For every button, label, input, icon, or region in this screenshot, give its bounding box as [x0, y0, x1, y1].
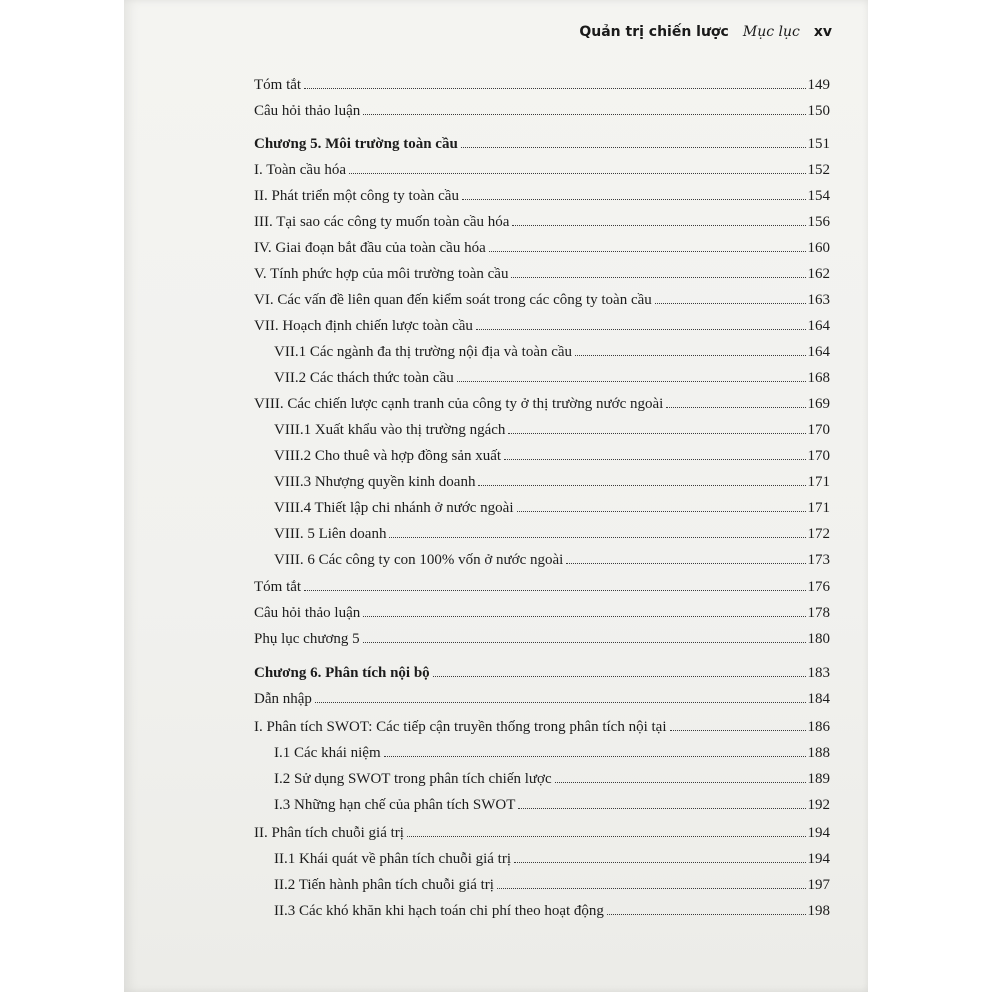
dot-leader: [666, 407, 805, 408]
toc-entry-title: I. Toàn cầu hóa: [254, 162, 346, 178]
dot-leader: [607, 914, 806, 915]
toc-entry: [254, 157, 830, 179]
toc-entry: [254, 574, 830, 596]
toc-entry-page: 149: [807, 77, 830, 93]
toc-entry: [274, 365, 830, 387]
dot-leader: [478, 485, 805, 486]
toc-entry-page: 151: [807, 136, 830, 152]
toc-entry-title: VIII.1 Xuất khẩu vào thị trường ngách: [274, 422, 506, 438]
toc-entry: [274, 521, 830, 543]
toc-entry-title: Tóm tắt: [254, 77, 302, 93]
toc-entry-page: 168: [807, 370, 830, 386]
dot-leader: [489, 251, 806, 252]
dot-leader: [670, 730, 806, 731]
toc-entry-title: I.1 Các khái niệm: [274, 745, 381, 761]
toc-entry-page: 164: [807, 344, 830, 360]
dot-leader: [461, 147, 806, 148]
toc-entry: [274, 846, 830, 868]
dot-leader: [655, 303, 806, 304]
toc-entry: [274, 443, 830, 465]
dot-leader: [504, 459, 805, 460]
toc-entry: [254, 820, 830, 842]
dot-leader: [304, 88, 805, 89]
toc-entry: [254, 235, 830, 257]
toc-entry-page: 194: [807, 851, 830, 867]
dot-leader: [462, 199, 806, 200]
toc-entry-page: 198: [807, 903, 830, 919]
dot-leader: [363, 616, 805, 617]
toc-entry-title: Chương 6. Phân tích nội bộ: [254, 665, 430, 681]
toc-entry-page: 171: [807, 474, 830, 490]
toc-entry-page: 176: [807, 579, 830, 595]
dot-leader: [315, 702, 806, 703]
toc-entry-page: 169: [807, 396, 830, 412]
toc-entry: [274, 740, 830, 762]
toc-entry: [254, 183, 830, 205]
toc-entry: [274, 766, 830, 788]
toc-entry-title: VI. Các vấn đề liên quan đến kiểm soát trong các công ty toàn cầu: [254, 292, 652, 308]
toc-entry: [274, 417, 830, 439]
toc-entry-page: 156: [807, 214, 830, 230]
dot-leader: [517, 511, 806, 512]
toc-entry: [254, 626, 830, 648]
dot-leader: [514, 862, 805, 863]
toc-entry-title: I. Phân tích SWOT: Các tiếp cận truyền thống trong phân tích nội tại: [254, 719, 667, 735]
toc-entry-page: 180: [807, 631, 830, 647]
toc-entry: [254, 686, 830, 708]
toc-entry: [274, 872, 830, 894]
toc-entry-page: 170: [807, 448, 830, 464]
toc-entry-page: 160: [807, 240, 830, 256]
toc-entry-title: Chương 5. Môi trường toàn cầu: [254, 136, 458, 152]
toc-entry: [274, 547, 830, 569]
toc-entry-page: 152: [807, 162, 830, 178]
dot-leader: [407, 836, 806, 837]
toc-entry-page: 197: [807, 877, 830, 893]
toc-entry-page: 194: [807, 825, 830, 841]
dot-leader: [304, 590, 805, 591]
dot-leader: [384, 756, 806, 757]
book-page: [124, 0, 868, 992]
toc-entry-page: 162: [807, 266, 830, 282]
toc-entry-page: 184: [807, 691, 830, 707]
toc-entry: [254, 261, 830, 283]
toc-entry-title: IV. Giai đoạn bắt đầu của toàn cầu hóa: [254, 240, 486, 256]
dot-leader: [575, 355, 805, 356]
running-header: [579, 24, 832, 40]
toc-entry: [274, 898, 830, 920]
toc-chapter-heading: [254, 660, 830, 682]
dot-leader: [363, 114, 805, 115]
toc-entry-title: Phụ lục chương 5: [254, 631, 360, 647]
page-number: xv: [813, 24, 832, 40]
toc-entry-title: VII.1 Các ngành đa thị trường nội địa và toàn cầu: [274, 344, 573, 360]
toc-entry-page: 172: [807, 526, 830, 542]
toc-entry: [254, 209, 830, 231]
toc-entry-title: VIII. Các chiến lược cạnh tranh của công ty ở thị trường nước ngoài: [254, 396, 664, 412]
toc-entry-title: VIII.3 Nhượng quyền kinh doanh: [274, 474, 476, 490]
dot-leader: [349, 173, 806, 174]
toc-entry-title: VIII. 5 Liên doanh: [274, 526, 387, 542]
toc-entry-title: VII. Hoạch định chiến lược toàn cầu: [254, 318, 473, 334]
toc-entry: [254, 714, 830, 736]
toc-entry-page: 178: [807, 605, 830, 621]
toc-entry-title: I.3 Những hạn chế của phân tích SWOT: [274, 797, 516, 813]
toc-entry: [254, 72, 830, 94]
toc-entry-page: 186: [807, 719, 830, 735]
toc-entry-title: II.2 Tiến hành phân tích chuỗi giá trị: [274, 877, 494, 893]
toc-entry: [254, 287, 830, 309]
toc-entry-title: VIII.2 Cho thuê và hợp đồng sản xuất: [274, 448, 502, 464]
dot-leader: [518, 808, 805, 809]
book-title: Quản trị chiến lược: [579, 24, 729, 40]
toc-entry-page: 154: [807, 188, 830, 204]
dot-leader: [511, 277, 805, 278]
toc-entry-title: Câu hỏi thảo luận: [254, 103, 361, 119]
toc-entry-title: I.2 Sử dụng SWOT trong phân tích chiến lược: [274, 771, 552, 787]
dot-leader: [433, 676, 806, 677]
toc-entry: [274, 792, 830, 814]
toc-entry: [274, 469, 830, 491]
toc-entry-title: Dẫn nhập: [254, 691, 312, 707]
dot-leader: [566, 563, 805, 564]
toc-entry-title: II.3 Các khó khăn khi hạch toán chi phí theo hoạt động: [274, 903, 604, 919]
toc-entry-page: 173: [807, 552, 830, 568]
toc-entry-title: III. Tại sao các công ty muốn toàn cầu hóa: [254, 214, 510, 230]
toc-entry: [254, 313, 830, 335]
dot-leader: [363, 642, 806, 643]
toc-entry-title: II. Phát triển một công ty toàn cầu: [254, 188, 459, 204]
toc-entry-page: 150: [807, 103, 830, 119]
toc-entry-title: II. Phân tích chuỗi giá trị: [254, 825, 404, 841]
dot-leader: [389, 537, 805, 538]
dot-leader: [512, 225, 805, 226]
toc-entry-title: VIII. 6 Các công ty con 100% vốn ở nước ngoài: [274, 552, 564, 568]
toc-chapter-heading: [254, 131, 830, 153]
toc-entry-page: 164: [807, 318, 830, 334]
dot-leader: [497, 888, 806, 889]
toc-entry: [274, 339, 830, 361]
toc-entry-page: 163: [807, 292, 830, 308]
toc-entry-title: VIII.4 Thiết lập chi nhánh ở nước ngoài: [274, 500, 514, 516]
toc-entry-page: 170: [807, 422, 830, 438]
dot-leader: [508, 433, 805, 434]
toc-entry-title: V. Tính phức hợp của môi trường toàn cầu: [254, 266, 509, 282]
toc-entry: [254, 600, 830, 622]
dot-leader: [555, 782, 806, 783]
dot-leader: [476, 329, 806, 330]
toc-entry-page: 192: [807, 797, 830, 813]
toc-entry-title: II.1 Khái quát về phân tích chuỗi giá trị: [274, 851, 512, 867]
toc-entry-title: Câu hỏi thảo luận: [254, 605, 361, 621]
toc-entry-title: VII.2 Các thách thức toàn cầu: [274, 370, 454, 386]
toc-entry-title: Tóm tắt: [254, 579, 302, 595]
toc-entry: [254, 98, 830, 120]
toc-entry: [254, 391, 830, 413]
dot-leader: [457, 381, 806, 382]
toc-entry-page: 188: [807, 745, 830, 761]
toc-entry-page: 189: [807, 771, 830, 787]
toc-entry-page: 171: [807, 500, 830, 516]
section-title: Mục lục: [742, 24, 800, 40]
toc-entry: [274, 495, 830, 517]
toc-entry-page: 183: [807, 665, 830, 681]
